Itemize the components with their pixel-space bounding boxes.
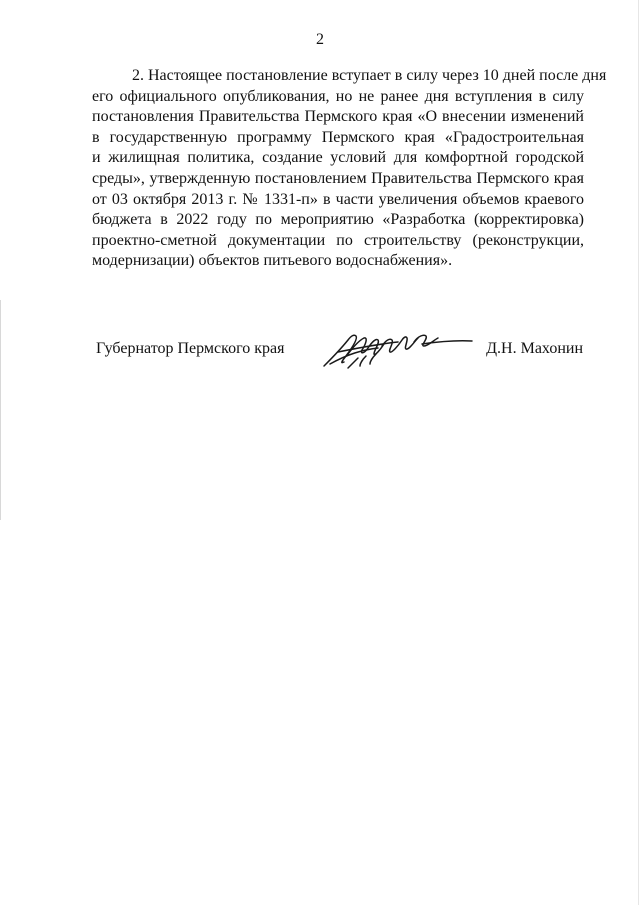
body-line: в государственную программу Пермского края «Градостроительная [92, 128, 584, 146]
body-line: от 03 октября 2013 г. № 1331-п» в части увеличения объемов краевого [92, 190, 584, 208]
body-line: модернизации) объектов питьевого водоснабжения». [92, 252, 453, 270]
scan-edge-left [0, 300, 1, 520]
body-line: постановления Правительства Пермского края «О внесении изменений [92, 108, 584, 126]
paragraph-2 [92, 66, 607, 272]
body-line: и жилищная политика, создание условий для комфортной городской [92, 149, 584, 167]
body-line: 2. Настоящее постановление вступает в силу через 10 дней после дня [132, 67, 607, 84]
page-number: 2 [316, 31, 324, 48]
body-line: среды», утвержденную постановлением Правительства Пермского края [92, 169, 584, 187]
signature-block [0, 340, 640, 380]
scan-edge-right [638, 0, 639, 905]
body-line: проектно-сметной документации по строительству (реконструкции, [92, 231, 584, 249]
body-line: его официального опубликования, но не ранее дня вступления в силу [92, 87, 584, 105]
body-line: бюджета в 2022 году по мероприятию «Разработка (корректировка) [92, 211, 584, 229]
signer-position: Губернатор Пермского края [96, 340, 285, 357]
handwritten-signature [318, 328, 478, 372]
signer-name: Д.Н. Махонин [486, 340, 583, 357]
